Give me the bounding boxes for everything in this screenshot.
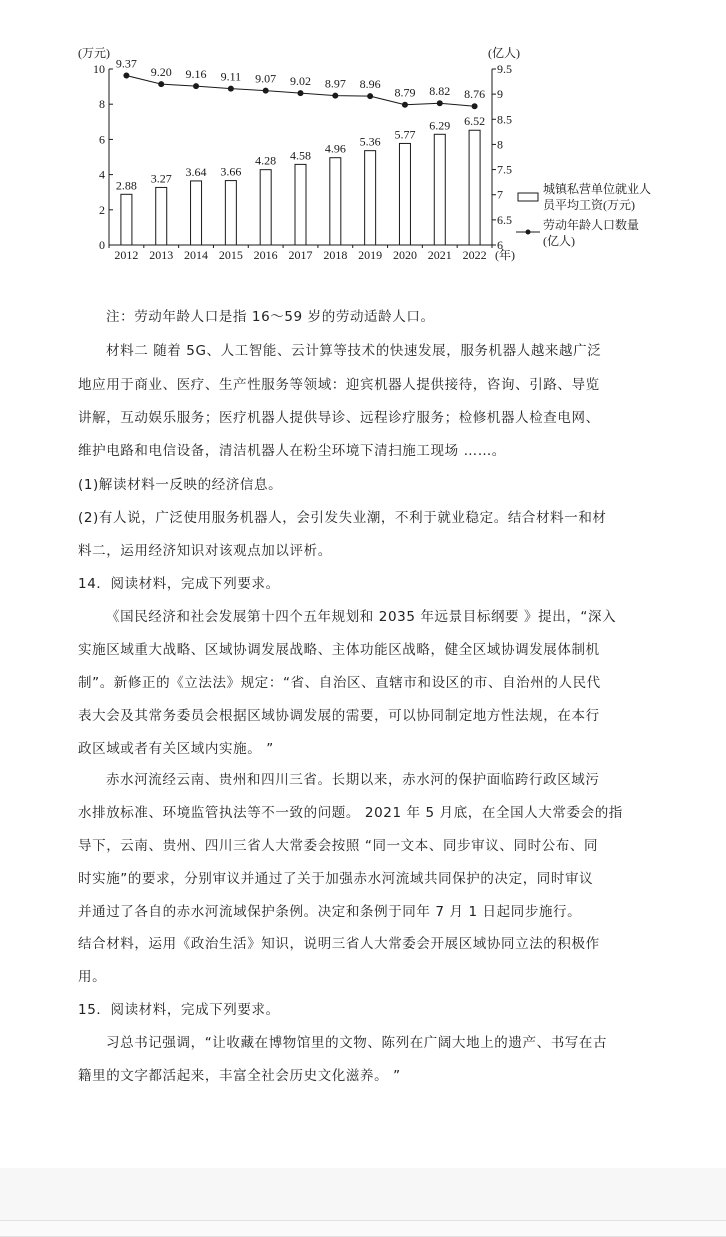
- question-2: (2)有人说，广泛使用服务机器人，会引发失业潮，不利于就业稳定。结合材料一和材: [78, 510, 607, 526]
- labor-point: [123, 73, 129, 79]
- q15-paragraph-1: 习总书记强调，“让收藏在博物馆里的文物、陈列在广阔大地上的遗产、书写在古: [106, 1035, 608, 1051]
- wage-bar: [225, 181, 236, 245]
- q14-paragraph-1: 政区域或者有关区域内实施。 ”: [78, 741, 274, 757]
- legend-bar-label: 城镇私营单位就业人: [543, 182, 652, 196]
- left-axis-unit: (万元): [78, 46, 110, 60]
- legend-line-label: 劳动年龄人口数量: [543, 218, 640, 232]
- labor-point: [437, 100, 443, 106]
- labor-point: [472, 103, 478, 109]
- material2-line: 讲解，互动娱乐服务；医疗机器人提供导诊、远程诊疗服务；检修机器人检查电网、: [78, 410, 600, 426]
- wage-bar: [399, 143, 410, 245]
- x-tick-label: 2016: [253, 248, 278, 262]
- labor-point: [402, 102, 408, 108]
- labor-point-label: 9.02: [290, 74, 311, 89]
- q14-paragraph-2: 赤水河流经云南、贵州和四川三省。长期以来，赤水河的保护面临跨行政区域污: [106, 772, 600, 788]
- x-tick-label: 2015: [218, 248, 243, 262]
- left-tick-label: 4: [99, 167, 105, 182]
- x-tick-label: 2022: [462, 248, 487, 262]
- q14-paragraph-2: 并通过了各自的赤水河流域保护条例。决定和条例于同年 7 月 1 日起同步施行。: [78, 904, 582, 920]
- material2-line: 材料二 随着 5G、人工智能、云计算等技术的快速发展，服务机器人越来越广泛: [106, 343, 602, 359]
- labor-point-label: 8.79: [394, 85, 416, 100]
- q14-paragraph-1: 《国民经济和社会发展第十四个五年规划和 2035 年远景目标纲要 》提出，“深入: [106, 609, 617, 625]
- wage-bar-label: 5.77: [394, 127, 416, 142]
- labor-point: [367, 93, 373, 99]
- right-tick-label: 7.5: [497, 162, 512, 177]
- wage-bar: [365, 151, 376, 245]
- labor-point: [332, 93, 338, 99]
- q14-paragraph-1: 表大会及其常务委员会根据区域协调发展的需要，可以协同制定地方性法规，在本行: [78, 708, 600, 724]
- left-tick-label: 0: [99, 238, 105, 252]
- labor-point: [193, 83, 199, 89]
- wage-bar: [191, 181, 202, 245]
- x-tick-label: 2020: [392, 248, 417, 262]
- legend-bar-swatch: [518, 193, 538, 201]
- labor-point-label: 8.96: [359, 77, 381, 92]
- q14-paragraph-1: 制”。新修正的《立法法》规定：“省、自治区、直辖市和设区的市、自治州的人民代: [78, 675, 601, 691]
- labor-point: [228, 86, 234, 92]
- material2-line: 地应用于商业、医疗、生产性服务等领域：迎宾机器人提供接待，咨询、引路、导览: [78, 377, 600, 393]
- wage-bar-label: 5.36: [359, 134, 381, 149]
- chart-note: 注：劳动年龄人口是指 16～59 岁的劳动适龄人口。: [106, 309, 435, 325]
- right-tick-label: 9: [497, 87, 503, 102]
- x-axis-unit: (年): [495, 248, 515, 262]
- left-tick-label: 2: [99, 202, 105, 217]
- labor-point-label: 8.97: [324, 76, 346, 91]
- right-tick-label: 9.5: [497, 62, 512, 76]
- wage-bar-label: 4.58: [290, 148, 311, 163]
- wage-bar-label: 2.88: [115, 178, 137, 193]
- question-1: (1)解读材料一反映的经济信息。: [78, 477, 283, 493]
- x-tick-label: 2014: [184, 248, 209, 262]
- labor-point-label: 9.07: [255, 71, 277, 86]
- wage-bar: [469, 130, 480, 245]
- q14-paragraph-2: 导下，云南、贵州、四川三省人大常委会按照 “同一文本、同步审议、同时公布、同: [78, 838, 599, 854]
- wage-bar: [330, 158, 341, 245]
- q14-paragraph-2: 时实施”的要求，分别审议并通过了关于加强赤水河流域共同保护的决定，同时审议: [78, 871, 594, 887]
- left-tick-label: 6: [99, 132, 105, 147]
- left-tick-label: 8: [99, 97, 105, 112]
- legend-bar-label: 员平均工资(万元): [543, 198, 635, 212]
- wage-bar-label: 3.64: [185, 164, 207, 179]
- question-15-title: 15．阅读材料，完成下列要求。: [78, 1002, 280, 1018]
- q14-ask: 用。: [78, 969, 107, 985]
- legend-dot-swatch: [526, 230, 531, 235]
- footer-band: [0, 1168, 726, 1220]
- footer-strip: [0, 1221, 726, 1236]
- x-tick-label: 2012: [114, 248, 139, 262]
- labor-point-label: 9.37: [115, 56, 137, 71]
- right-tick-label: 8: [497, 137, 503, 152]
- labor-point-label: 9.20: [150, 65, 172, 80]
- question-14-title: 14．阅读材料，完成下列要求。: [78, 576, 280, 592]
- wage-bar-label: 4.28: [255, 153, 277, 168]
- x-tick-label: 2017: [288, 248, 313, 262]
- labor-point-label: 8.76: [464, 87, 486, 102]
- x-tick-label: 2013: [149, 248, 174, 262]
- q14-paragraph-1: 实施区域重大战略、区域协调发展战略、主体功能区战略，健全区域协调发展体制机: [78, 642, 600, 658]
- wage-bar: [434, 134, 445, 245]
- material2-line: 维护电路和电信设备，清洁机器人在粉尘环境下清扫施工现场 ……。: [78, 443, 506, 459]
- labor-point: [298, 90, 304, 96]
- x-tick-label: 2019: [358, 248, 383, 262]
- right-tick-label: 7: [497, 187, 503, 202]
- wage-bar: [295, 164, 306, 245]
- wage-bar: [156, 187, 167, 245]
- legend-line-label: (亿人): [543, 234, 575, 248]
- labor-point: [158, 81, 164, 87]
- q14-paragraph-2: 水排放标准、环境监管执法等不一致的问题。 2021 年 5 月底，在全国人大常委会的指: [78, 805, 623, 821]
- right-tick-label: 8.5: [497, 112, 512, 127]
- wage-bar-label: 3.27: [150, 171, 172, 186]
- question-2: 料二，运用经济知识对该观点加以评析。: [78, 543, 332, 559]
- right-tick-label: 6.5: [497, 212, 512, 227]
- wage-labor-chart: [0, 0, 726, 280]
- x-tick-label: 2018: [323, 248, 348, 262]
- left-tick-label: 10: [93, 62, 105, 76]
- x-tick-label: 2021: [427, 248, 452, 262]
- right-tick-label: 6: [497, 238, 503, 252]
- wage-bar-label: 4.96: [324, 141, 346, 156]
- q15-paragraph-1: 籍里的文字都活起来，丰富全社会历史文化滋养。 ”: [78, 1068, 401, 1084]
- labor-point-label: 9.16: [185, 67, 207, 82]
- labor-point-label: 9.11: [220, 69, 242, 84]
- wage-bar: [260, 170, 271, 245]
- labor-point: [263, 88, 269, 94]
- wage-bar-label: 6.29: [429, 118, 451, 133]
- q14-ask: 结合材料，运用《政治生活》知识，说明三省人大常委会开展区域协同立法的积极作: [78, 936, 600, 952]
- right-axis-unit: (亿人): [488, 46, 520, 60]
- wage-bar: [121, 194, 132, 245]
- wage-bar-label: 3.66: [220, 164, 242, 179]
- labor-point-label: 8.82: [429, 84, 451, 99]
- wage-bar-label: 6.52: [464, 114, 486, 129]
